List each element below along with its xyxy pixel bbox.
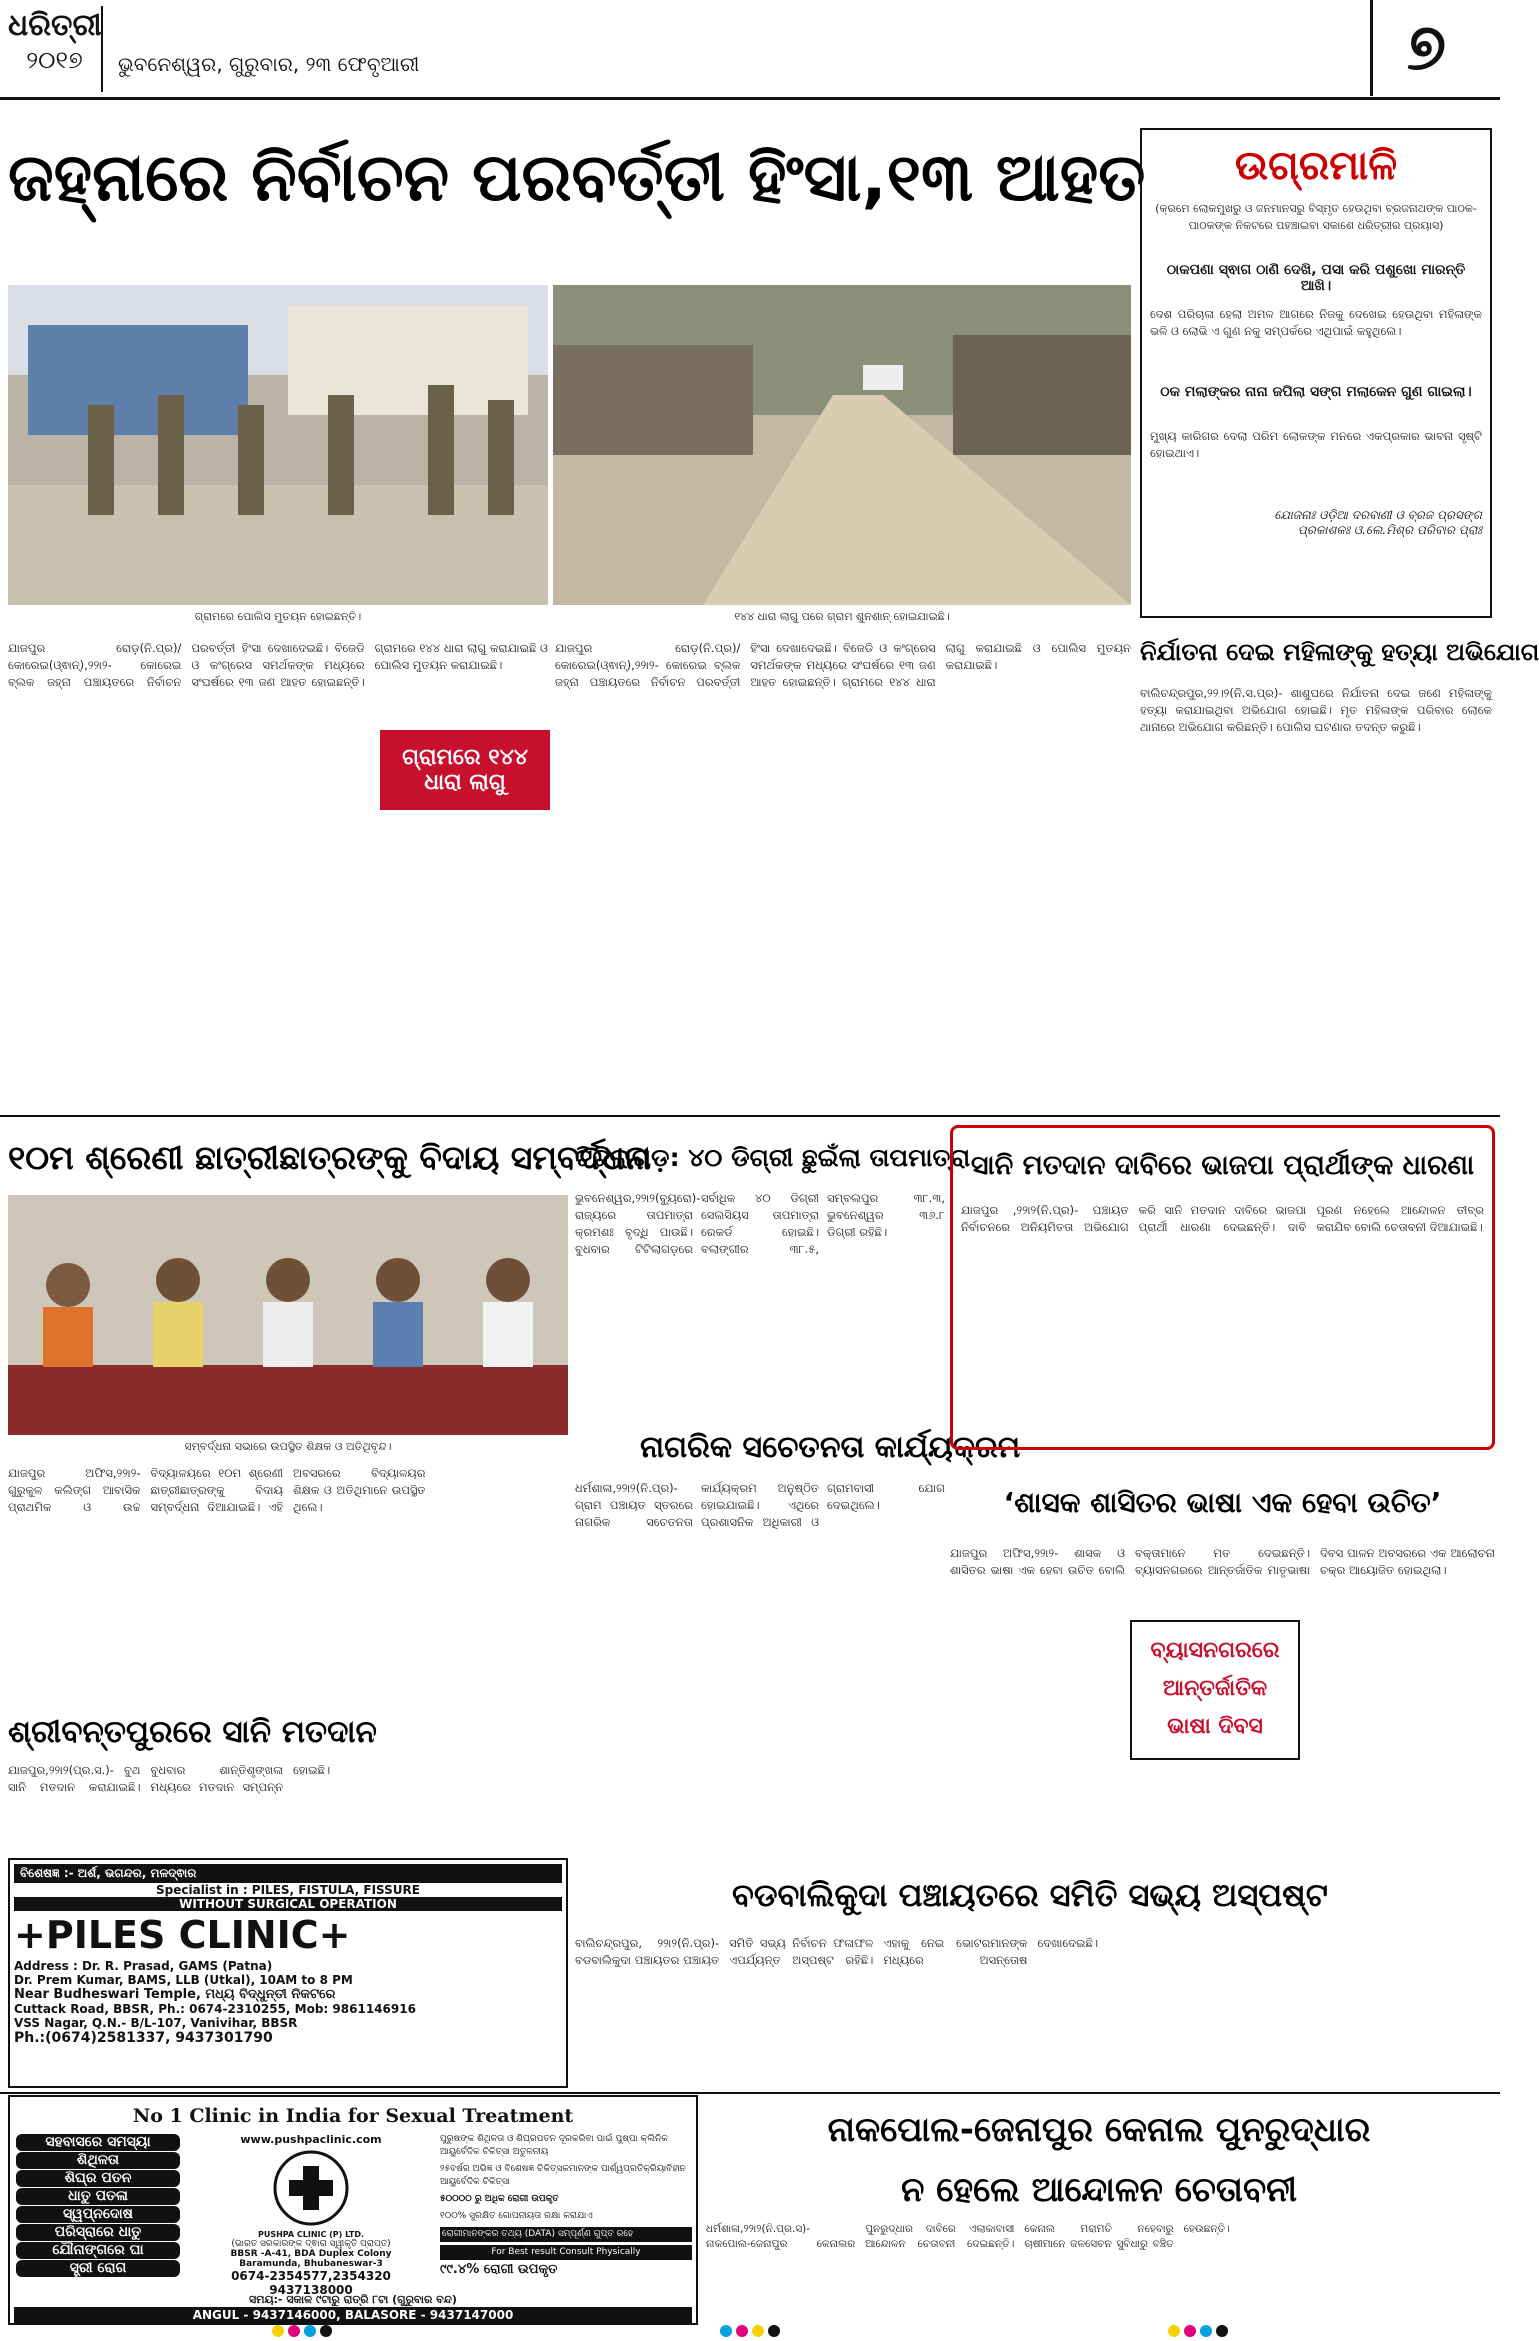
dharana-box [950, 1125, 1495, 1450]
piles-ad-without: WITHOUT SURGICAL OPERATION [14, 1897, 562, 1911]
pushpa-ad-feat4: ୧୦୦% ସୁରକ୍ଷିତ ଗୋପନୀୟତା ରକ୍ଷା କରାଯାଏ [440, 2211, 593, 2221]
pushpa-ad-item: ସହବାସରେ ସମସ୍ୟା [16, 2134, 180, 2151]
lead-photo-village-caption: ୧୪୪ ଧାରା ଲାଗୁ ପରେ ଗ୍ରାମ ଶୁନଶାନ୍ ହୋଇଯାଇଛି। [734, 610, 950, 623]
dateline: ଭୁବନେଶ୍ୱର, ଗୁରୁବାର, ୨୩ ଫେବୃଆରୀ [118, 52, 420, 76]
pushpa-ad-success: ୯୯.୪% ରୋଗୀ ଉପକୃତ [440, 2262, 558, 2277]
badabali-headline: ବଡବାଲିକୁଦା ପଞ୍ଚାୟତରେ ସମିତି ସଭ୍ୟ ଅସ୍ପଷ୍ଟ [732, 1876, 1328, 1914]
ugra-mali-verse2-body: ମୁଖ୍ୟ କାରିଗର ଦେଲା ପରିମ ଲୋକଙ୍କ ମନରେ ଏକପ୍ରକାର ଭାବନା ସୃଷ୍ଟି ହୋଇଥାଏ। [1150, 429, 1482, 460]
pushpa-ad-item: ଶିଥିଳତା [16, 2152, 180, 2169]
lead-headline: ଜହ୍ନାରେ ନିର୍ବାଚନ ପରବର୍ତ୍ତୀ ହିଂସା,୧୩ ଆହତ [8, 139, 1146, 216]
piles-ad-top: ବିଶେଷଜ୍ଞ :- ଅର୍ଶ, ଭଗନ୍ଦର, ମଳଦ୍ଵାର [14, 1864, 562, 1883]
ugra-mali-box [1140, 128, 1492, 618]
lead-photo-village [553, 285, 1131, 605]
murder-headline: ନିର୍ଯାତନା ଦେଇ ମହିଳାଙ୍କୁ ହତ୍ୟା ଅଭିଯୋଗ [1140, 638, 1539, 666]
bhasha-highlight-line3: ଭାଷା ଦିବସ [1167, 1714, 1263, 1739]
piles-ad-address: Address : Dr. R. Prasad, GAMS (Patna) [14, 1959, 273, 1973]
bhasha-highlight-line1: ବ୍ୟାସନଗରରେ [1150, 1638, 1280, 1663]
ugra-mali-credit1: ଯୋଜନାଃ ଓଡ଼ିଆ ଦରବାଣୀ ଓ ବ୍ରଜ ପ୍ରସଙ୍ଗ [1274, 508, 1482, 522]
pushpa-seal-icon [256, 2148, 366, 2228]
pushpa-ad-govt: (ଭାରତ ସରକାରଙ୍କ ଦ୍ଵାରା ସ୍ୱୀକୃତି ପ୍ରାପ୍ତ) [231, 2239, 391, 2249]
ugra-mali-title: ଉଗ୍ରମାଳି [1234, 143, 1398, 189]
pushpa-ad-features [440, 2133, 692, 2293]
farewell-body: ଯାଜପୁର ଅଫିସ,୨୨ା୨- ଗୁରୁକୁଳ କଲିଙ୍ଗ ଆବାସିକ ପ୍ରାଥମିକ ଓ ଉଚ୍ଚ ବିଦ୍ୟାଳୟରେ ୧୦ମ ଶ୍ରେଣୀ ଛାତ୍ରୀଛାତ୍ରଙ୍କୁ ବିଦାୟ ସମ୍ବର୍ଦ୍ଧନା ଦିଆଯାଇଛି। ଏହି ଅବସରରେ ବିଦ୍ୟାଳୟର ଶିକ୍ଷକ ଓ ଅତିଥିମାନେ ଉପସ୍ଥିତ ଥିଲେ। [8, 1466, 426, 1514]
divider-1 [0, 1115, 1500, 1117]
badabali-body: ବାଲିଚନ୍ଦ୍ରପୁର, ୨୨ା୨(ନି.ପ୍ର)- ବଡବାଲିକୁଦା ପଞ୍ଚାୟତର ପଞ୍ଚାୟତ ସମିତି ସଭ୍ୟ ନିର୍ବାଚନ ଫଳାଫଳ ଏପର୍ଯ୍ୟନ୍ତ ଅସ୍ପଷ୍ଟ ରହିଛି। ଏହାକୁ ନେଇ ଭୋଟରମାନଙ୍କ ମଧ୍ୟରେ ଅସନ୍ତୋଷ ଦେଖାଦେଇଛି। [575, 1936, 1099, 1967]
pushpa-ad-feat1: ପୁରୁଷଙ୍କ ଶିଥିଳତା ଓ ଶିଘ୍ରପତନ ଦୂରକରିବା ପାଇଁ ପୁଷ୍ପା କ୍ଲିନିକ ଆୟୁର୍ବେଦିକ ଚିକିତ୍ସା ଅତୁଳନୀୟ [440, 2134, 668, 2157]
pushpa-ad-website: www.pushpaclinic.com [240, 2133, 382, 2146]
bhasha-highlight-box [1130, 1620, 1300, 1760]
bhasha-body: ଯାଜପୁର ଅଫିସ,୨୨ା୨- ଶାସକ ଓ ଶାସିତର ଭାଷା ଏକ ହେବା ଉଚିତ ବୋଲି ବକ୍ତାମାନେ ମତ ଦେଇଛନ୍ତି। ବ୍ୟାସନଗରରେ ଆନ୍ତର୍ଜାତିକ ମାତୃଭାଷା ଦିବସ ପାଳନ ଅବସରରେ ଏକ ଆଲୋଚନା ଚକ୍ର ଆୟୋଜିତ ହୋଇଥିଲା। [950, 1546, 1495, 1577]
reg-dots-group [718, 2322, 782, 2335]
piles-ad-near: Near Budheswari Temple, ମଧ୍ୟ ବିଦ୍ଧୁନ୍ତୀ ନିକଟରେ [14, 1987, 336, 2002]
pushpa-ad-seal-text: PUSHPA CLINIC (P) LTD. [257, 2230, 365, 2239]
pushpa-ad-center [186, 2133, 436, 2297]
dharana-body: ଯାଜପୁର ,୨୨ା୨(ନି.ପ୍ର)- ପଞ୍ଚାୟତ ନିର୍ବାଚନରେ ଅନିୟମିତତା ଅଭିଯୋଗ କରି ସାନି ମତଦାନ ଦାବିରେ ଭାଜପା ପ୍ରାର୍ଥୀ ଧାରଣା ଦେଇଛନ୍ତି। ଦାବି ପୂରଣ ନହେଲେ ଆନ୍ଦୋଳନ ତୀବ୍ର କରାଯିବ ବୋଲି ଚେତାବନୀ ଦିଆଯାଇଛି। [961, 1203, 1484, 1234]
pushpa-ad-items [14, 2133, 182, 2293]
farewell-photo-caption: ସମ୍ବର୍ଦ୍ଧନା ସଭାରେ ଉପସ୍ଥିତ ଶିକ୍ଷକ ଓ ଅତିଥିବୃନ୍ଦ। [184, 1440, 392, 1453]
village-photo-image [553, 285, 1131, 605]
pushpa-ad-item: ଧାତୁ ପତଳା [16, 2188, 180, 2205]
lead-photo-police-caption: ଗ୍ରାମରେ ପୋଲିସ ମୁତୟନ ହୋଇଛନ୍ତି। [194, 610, 362, 623]
pushpa-ad-phones: 0674-2354577,2354320 [231, 2269, 391, 2283]
reg-dots-group [1166, 2322, 1230, 2335]
reg-dots-group [270, 2322, 334, 2335]
piles-ad-doctor: Dr. Prem Kumar, BAMS, LLB (Utkal), 10AM to 8 PM [14, 1973, 353, 1987]
citizen-body: ଧର୍ମଶାଳା,୨୨ା୨(ନି.ପ୍ର)- ଗ୍ରାମ ପଞ୍ଚାୟତ ସ୍ତରରେ ନାଗରିକ ସଚେତନତା କାର୍ଯ୍ୟକ୍ରମ ଅନୁଷ୍ଠିତ ହୋଇଯାଇଛି। ଏଥିରେ ପ୍ରଶାସନିକ ଅଧିକାରୀ ଓ ଗ୍ରାମବାସୀ ଯୋଗ ଦେଇଥିଲେ। [575, 1481, 945, 1529]
pushpa-ad-branches: ANGUL - 9437146000, BALASORE - 9437147000 [14, 2307, 692, 2323]
citizen-headline: ନାଗରିକ ସଚେତନତା କାର୍ଯ୍ୟକ୍ରମ [640, 1430, 1021, 1465]
pushpa-ad-feat3: ୫୦୦୦୦ ରୁ ଅଧିକ ରୋଗୀ ଉପକୃତ [440, 2194, 559, 2204]
pushpa-ad-item: ଯୌନାଙ୍ଗରେ ଘା [16, 2242, 180, 2259]
piles-ad-road: Cuttack Road, BBSR, Ph.: 0674-2310255, Mob: 9861146916 [14, 2002, 416, 2016]
newspaper-logo: ଧରିତ୍ରୀ ୨୦୧୭ [8, 6, 103, 92]
canal-headline-line1: ନାକପୋଲ-ଜେନାପୁର କେନାଲ ପୁନରୁଦ୍ଧାର [827, 2110, 1371, 2150]
piles-ad-branch: VSS Nagar, Q.N.- B/L-107, Vanivihar, BBSR [14, 2016, 298, 2030]
bhasha-highlight-line2: ଆନ୍ତର୍ଜାତିକ [1162, 1676, 1268, 1701]
dharana-headline: ସାନି ମତଦାନ ଦାବିରେ ଭାଜପା ପ୍ରାର୍ଥୀଙ୍କ ଧାରଣା [970, 1150, 1475, 1181]
pushpa-ad-addr2: Baramunda, Bhubaneswar-3 [239, 2259, 383, 2269]
pushpa-ad-data: ରୋଗୀମାନଙ୍କର ତଥ୍ୟ (DATA) ସମ୍ପୂର୍ଣ୍ଣ ଗୁପ୍ତ ରହେ [440, 2227, 692, 2242]
pushpa-ad-item: ସ୍ତ୍ରୀ ରୋଗ [16, 2260, 180, 2277]
masthead [0, 0, 1500, 100]
piles-ad-specialist: Specialist in : PILES, FISTULA, FISSURE [156, 1883, 420, 1897]
pushpa-ad-best: For Best result Consult Physically [440, 2245, 692, 2260]
sripur-body: ଯାଜପୁର,୨୨ା୨(ପ୍ର.ସ.)- ବୁଥ ସାନି ମତଦାନ କରାଯାଇଛି। ବୁଧବାର ଶାନ୍ତିଶୃଙ୍ଖଳା ମଧ୍ୟରେ ମତଦାନ ସମ୍ପନ୍ନ ହୋଇଛି। [8, 1763, 331, 1794]
sripur-headline: ଶ୍ରୀବନ୍ତପୁରରେ ସାନି ମତଦାନ [8, 1714, 377, 1750]
print-registration-marks [270, 2322, 1230, 2335]
farewell-headline: ୧୦ମ ଶ୍ରେଣୀ ଛାତ୍ରୀଛାତ୍ରଙ୍କୁ ବିଦାୟ ସମ୍ବର୍ଦ୍ଧନା [8, 1138, 652, 1177]
page-number: ୭ [1370, 0, 1480, 96]
pushpa-ad-addr1: BBSR -A-41, BDA Duplex Colony [230, 2249, 392, 2259]
lead-body-col2: ଯାଜପୁର ରୋଡ଼(ନି.ପ୍ର)/କୋରେଇ(ଓ୍ଵାନ୍),୨୨ା୨- କୋରେଇ ବ୍ଲକ ଜହ୍ନା ପଞ୍ଚାୟତରେ ନିର୍ବାଚନ ପରବର୍ତ୍ତୀ ହିଂସା ଦେଖାଦେଇଛି। ବିଜେଡି ଓ କଂଗ୍ରେସ ସମର୍ଥକଙ୍କ ମଧ୍ୟରେ ସଂଘର୍ଷରେ ୧୩ ଜଣ ଆହତ ହୋଇଛନ୍ତି। ଗ୍ରାମରେ ୧୪୪ ଧାରା ଲାଗୁ କରାଯାଇଛି ଓ ପୋଲିସ ମୁତୟନ କରାଯାଇଛି। [555, 641, 1131, 689]
farewell-photo-image [8, 1195, 568, 1435]
ugra-mali-verse1-title: ଠାକପଣା ସ୍ଵାଗ ଠାଣି ଦେଖି, ପସା କରି ପଶୁଖୋ ମାରନ୍ତି ଆଖି। [1166, 262, 1466, 294]
ugra-mali-verse2-title: ଠକ ମଲାଙ୍କର ନାନା ଜପିଲା ସଙ୍ଗ ମଲାକେନ ଗୁଣ ଗାଇଲା। [1160, 384, 1472, 400]
police-photo-image [8, 285, 548, 605]
canal-body: ଧର୍ମଶାଳା,୨୨ା୨(ନି.ପ୍ର.ସ)- ନାକପୋଲ-ଜେନାପୁର କେନାଲର ପୁନରୁଦ୍ଧାର ଦାବିରେ ଏଲାକାବାସୀ ଆନ୍ଦୋଳନ ଚେତାବନୀ ଦେଇଛନ୍ତି। କେନାଲ ମରାମତି ନହେବାରୁ ଚାଷୀମାନେ ଜଳସେଚନ ସୁବିଧାରୁ ବଞ୍ଚିତ ହେଉଛନ୍ତି। [706, 2223, 1230, 2250]
lead-highlight-text: ଗ୍ରାମରେ ୧୪୪ ଧାରା ଲାଗୁ [402, 745, 528, 795]
pushpa-ad-item: ଶିଘ୍ର ପତନ [16, 2170, 180, 2187]
pushpa-ad-item: ସ୍ୱପ୍ନଦୋଷ [16, 2206, 180, 2223]
ugra-mali-credit2: ପ୍ରକାଶକଃ ଓ.ଲେ.ମିଶ୍ର ପରିବାର ପ୍ରାଃ [1297, 523, 1482, 537]
pushpa-ad-title: No 1 Clinic in India for Sexual Treatment [132, 2105, 574, 2127]
pushpa-clinic-ad [8, 2095, 698, 2325]
pushpa-ad-feat2: ୨୫ବର୍ଷର ଅଭିଜ୍ଞ ଓ ବିଶେଷଜ୍ଞ ଚିକିତ୍ସକମାନଙ୍କ ପାର୍ଶ୍ୱପ୍ରତିକ୍ରିୟାବିହୀନ ଆୟୁର୍ବେଦିକ ଚିକିତ୍ସା [440, 2164, 686, 2187]
titilagarh-headline: ଟିଟିଲାଗଡ଼: ୪୦ ଡିଗ୍ରୀ ଛୁଇଁଲା ତାପମାତ୍ରା [575, 1143, 971, 1172]
bhasha-headline: ‘ଶାସକ ଶାସିତର ଭାଷା ଏକ ହେବା ଉଚିତ’ [1003, 1486, 1442, 1519]
lead-body-col1: ଯାଜପୁର ରୋଡ଼(ନି.ପ୍ର)/କୋରେଇ(ଓ୍ଵାନ୍),୨୨ା୨- କୋରେଇ ବ୍ଲକ ଜହ୍ନା ପଞ୍ଚାୟତରେ ନିର୍ବାଚନ ପରବର୍ତ୍ତୀ ହିଂସା ଦେଖାଦେଇଛି। ବିଜେଡି ଓ କଂଗ୍ରେସ ସମର୍ଥକଙ୍କ ମଧ୍ୟରେ ସଂଘର୍ଷରେ ୧୩ ଜଣ ଆହତ ହୋଇଛନ୍ତି। ଗ୍ରାମରେ ୧୪୪ ଧାରା ଲାଗୁ କରାଯାଇଛି ଓ ପୋଲିସ ମୁତୟନ କରାଯାଇଛି। [8, 641, 548, 689]
farewell-photo [8, 1195, 568, 1435]
pushpa-ad-timing: ସମୟ:- ସକାଳ ୯ଟାରୁ ରାତ୍ରି ୮ଟା (ଗୁରୁବାର ବନ୍ଦ) [249, 2293, 457, 2306]
piles-ad-phone: Ph.:(0674)2581337, 9437301790 [14, 2030, 273, 2046]
murder-body: ବାଲିଚନ୍ଦ୍ରପୁର,୨୨।୨(ନି.ସ.ପ୍ର)- ଶାଶୁଘରେ ନିର୍ଯାତନା ଦେଇ ଜଣେ ମହିଳାଙ୍କୁ ହତ୍ୟା କରାଯାଇଥିବା ଅଭିଯୋଗ ହୋଇଛି। ମୃତ ମହିଳାଙ୍କ ପରିବାର ଲୋକେ ଥାନାରେ ଅଭିଯୋଗ କରିଛନ୍ତି। ପୋଲିସ ଘଟଣାର ତଦନ୍ତ କରୁଛି। [1140, 686, 1492, 734]
ugra-mali-intro: (କ୍ରମେ ଲୋକମୁଖରୁ ଓ ଜନମାନସରୁ ବିସ୍ମୃତ ହେଉଥିବା ବ୍ରଜନାଥଙ୍କ ପାଠକ-ପାଠକଙ୍କ ନିକଟରେ ପହଞ୍ଚାଇବା ସକାଶେ ଧରିତ୍ରୀର ପ୍ରୟାସ) [1155, 202, 1477, 232]
lead-highlight-box [380, 730, 550, 810]
pushpa-ad-item: ପରିସ୍ରାରେ ଧାତୁ [16, 2224, 180, 2241]
ugra-mali-verse1-body: ଦେଶ ପରିଚାଳା ହେଲା ଅମଳ ଆଗରେ ନିଜକୁ ଦେଖେଇ ହେଉଥିବା ମହିଳାଙ୍କ ଭଳି ଓ ଲୋଭି ଏ ଗୁଣ ନକୁ ସମ୍ପର୍କରେ ଏଥିପାଇଁ କହୁଥିଲେ। [1150, 307, 1482, 338]
pushpa-ad-mobile: 9437138000 [269, 2283, 353, 2297]
canal-headline-line2: ନ ହେଲେ ଆନ୍ଦୋଳନ ଚେତାବନୀ [901, 2170, 1297, 2210]
titilagarh-body: ଭୁବନେଶ୍ୱର,୨୨ା୨(ବ୍ୟୁରୋ)- ରାଜ୍ୟରେ ତାପମାତ୍ରା କ୍ରମଶଃ ବୃଦ୍ଧି ପାଉଛି। ବୁଧବାର ଟିଟିଲାଗଡ଼ରେ ସର୍ବାଧିକ ୪୦ ଡିଗ୍ରୀ ସେଲସିୟସ ତାପମାତ୍ରା ରେକର୍ଡ ହୋଇଛି। ବଲାଙ୍ଗୀର ୩୮.୫, ସମ୍ବଲପୁର ୩୮.୩, ଭୁବନେଶ୍ୱର ୩୬.୮ ଡିଗ୍ରୀ ରହିଛି। [575, 1191, 945, 1256]
lead-photo-police [8, 285, 548, 605]
divider-2 [0, 2092, 1500, 2094]
piles-ad-name: +PILES CLINIC+ [14, 1913, 351, 1957]
